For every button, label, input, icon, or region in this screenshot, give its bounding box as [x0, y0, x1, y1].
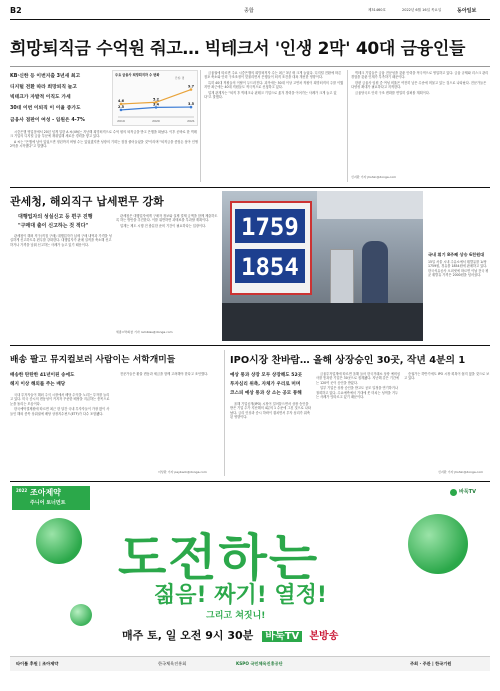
price-row-diesel: [235, 249, 305, 283]
schedule-channel: 바둑TV: [262, 631, 302, 642]
chart-plot: [113, 71, 197, 125]
top-body-mid: [204, 71, 344, 183]
gasoline-price: 1759: [241, 213, 299, 241]
retirement-chart: [112, 70, 198, 126]
body-paragraph: 한국예탁결제원에 따르면 최근 한 달간 국내 투자자들이 가장 많이 사들인 해외 종목 상위권에 배당 상장지수펀드(ETF)가 다수 포함됐다.: [10, 407, 110, 416]
subhead-line: 30대 이번 이퇴직 이 이율 증가도: [10, 105, 81, 111]
chart-data-label: 2.5: [117, 104, 125, 109]
badge-icon: [450, 489, 457, 496]
body-paragraph: 국내 투자자들이 해외 주식 시장에서 배당 수익을 노리는 투자를 늘리고 있다. 미국 증시의 변동성이 커지자 꾸준한 배당을 지급하는 종목으로 눈을 돌리는 모습이다.: [10, 393, 110, 406]
chart-tick-label: 2019: [117, 119, 125, 123]
top-byline: 신지환 기자 jhshin@donga.com: [351, 175, 397, 179]
top-headline-rule: [10, 66, 490, 67]
top-body-right: [351, 71, 490, 171]
caption-title: 국내 휘기 8주째 상승 6천원대: [428, 252, 485, 257]
dividend-body-1: [10, 393, 112, 475]
issue-number: 제31460호: [368, 8, 386, 12]
ad-brand-sub: 주니어 토너먼트: [30, 500, 66, 506]
customs-sub: "구매대 출이 신고하는 것 적다": [18, 223, 89, 229]
ipo-body-1: [230, 402, 312, 474]
ipo-byline: 신지환 기자 jhshin@donga.com: [438, 470, 484, 474]
ad-schedule: [122, 624, 338, 640]
body-paragraph: 전문가들은 환율 변동과 세금을 함께 고려해야 한다고 조언했다.: [120, 372, 209, 376]
dividend-headline: 배송 팔고 뮤지컬보러 사람이는 서학개미들: [10, 355, 176, 365]
chart-data-label: 3.5: [187, 102, 195, 107]
go-stone-icon: [36, 518, 82, 564]
diesel-price: 1854: [241, 253, 299, 281]
price-row-gasoline: [235, 209, 305, 243]
ad-footer-bar: [10, 656, 490, 671]
gas-station-photo: [222, 191, 423, 341]
go-stone-icon: [70, 604, 92, 626]
body-paragraph: 관세청이 해외 직구(직접 구매) 대행업자가 납세 구매 내역과 가격을 성실하게 신고하도록 편무를 강화한다. 대행업자가 판매 실적을 축소해 신고하거나 가격을 낮춰 신고하는 사례가 늘고 있기 때문이다.: [10, 234, 112, 247]
column-divider: [224, 350, 225, 476]
issue-date: 2022년 6월 16일 목요일: [402, 8, 442, 12]
column-divider: [347, 70, 348, 182]
section-name: 종합: [244, 8, 254, 14]
chart-unit: 단위: 명: [175, 77, 185, 80]
go-stone-icon: [408, 514, 468, 574]
ipo-headline: IPO시장 찬바람… 올해 상장승인 30곳, 작년 4분의 1: [230, 355, 466, 366]
dividend-byline: 이상환 기자 payback@donga.com: [158, 470, 207, 474]
subhead-line: 금융사 점판이 여성 - 임원은 4-7%: [10, 118, 85, 123]
price-sign: [230, 201, 312, 295]
body-paragraph: A 씨는 "은행에 남아 있었으면 정년까지 버틸 수는 있었겠지만 성장의 기회는 점점 줄어들었을 것"이라며 "퇴직금을 종잣돈 삼아 인생 2막을 시작했다"고 말했다.: [10, 139, 198, 149]
body-paragraph: 특히 40대 직원들의 이탈이 두드러진다. 과거에는 50대 이상 고연차 직원이 희망퇴직의 주를 이뤘지만 최근에는 40대 직원들도 적극적으로 신청하고 있다.: [204, 80, 344, 90]
top-subheads: [10, 72, 105, 127]
body-paragraph: 일부 기업은 상장 승인을 받고도 공모 일정을 연기하거나 철회하고 있다. 수요예측에서 기대에 못 미치는 성적을 거두는 사례가 잇따르고 있기 때문이다.: [316, 386, 399, 400]
chart-data-label: 9.7: [187, 84, 195, 89]
section-rule: [10, 187, 490, 188]
page-number: B2: [10, 6, 22, 15]
paper-name: 동아일보: [457, 8, 477, 14]
sponsor-title: 타이틀 후원 | 조아제약: [16, 661, 59, 666]
chart-point: [155, 106, 158, 109]
chart-data-label: 3.4: [152, 102, 160, 107]
body-paragraph: 금융권에 따르면 주요 시중은행의 희망퇴직자 수는 최근 3년 새 크게 늘었다. 디지털 전환에 따른 점포 축소와 인력 구조조정이 맞물리면서 은행들이 퇴직 조건을 대폭 개선한 영향이다.: [204, 71, 342, 80]
tournament-ad: [10, 484, 490, 670]
ad-brand-box: [12, 486, 90, 510]
chart-data-label: 4.6: [117, 98, 125, 103]
body-paragraph: 시중은행 영업점에서 20년 넘게 일한 A 씨(49)는 지난해 희망퇴직으로 수억 원의 퇴직금을 받고 은행을 떠났다. 이후 곧바로 한 빅테크 기업의 디지털 금융 부문에 재취업해 새로운 경력을 쌓고 있다.: [10, 130, 197, 139]
ipo-lead1: 예상 통과 상장 모두 상장해도 52곳: [230, 373, 303, 378]
chart-title: 주요 금융사 희망퇴직자 수 변화: [115, 73, 160, 77]
subhead-line: 빅테크가 자발적 이직도 가세: [10, 95, 71, 100]
ad-top-rule: [10, 481, 490, 482]
page-header: [10, 5, 490, 19]
sponsor-organizer: 주최 · 주관 | 한국기원: [410, 661, 452, 666]
ad-brand-name: 조아제약: [30, 488, 61, 497]
subhead-line: 디지털 전환 따라 희망퇴직 늘고: [10, 84, 77, 90]
ipo-body-2: [316, 372, 400, 474]
chart-point: [190, 106, 193, 109]
gas-caption: [428, 252, 490, 320]
chart-data-label: 5.2: [152, 97, 160, 102]
customs-lead: 대행업자의 성실신고 등 편구 진행: [18, 214, 93, 220]
customs-headline: 관세청, 해외직구 납세편무 강화: [10, 195, 164, 208]
badge-label: 바둑TV: [459, 489, 476, 495]
chart-point: [120, 109, 123, 112]
header-rule: [10, 19, 490, 20]
body-paragraph: 업계 관계자는 "퇴직 후 빅테크나 핀테크 기업으로 옮겨 경력을 이어가는 사례가 크게 늘고 있다"고 말했다.: [204, 90, 337, 100]
body-paragraph: 빅테크 기업들은 금융 전문성을 갖춘 인력을 적극적으로 영입하고 있다. 금융 규제와 리스크 관리 경험을 갖춘 인재가 부족하기 때문이다.: [351, 71, 489, 80]
body-paragraph: 업계는 제도 시행 전 충분한 준비 기간이 필요하다는 입장이다.: [120, 223, 207, 228]
section-rule: [10, 345, 490, 346]
body-paragraph: 금융당국도 인력 구조 변화를 면밀히 살펴볼 계획이다.: [355, 90, 430, 95]
chart-tick-label: 2020: [152, 119, 160, 123]
sponsor-council: 한국체육진흥회: [158, 661, 187, 666]
dividend-body-2: [116, 372, 220, 472]
chart-point: [190, 88, 193, 91]
body-paragraph: 금융투자업계에 따르면 올해 들어 한국거래소 상장 예비심사를 통과한 기업은 30곳으로 집계됐다. 지난해 같은 기간에는 120여 곳이 승인을 받았다.: [316, 372, 400, 385]
dividend-sub1: 배송한 탄탄한 41년이된 송에도: [10, 373, 75, 378]
ipo-lead3: 코스피 예상 통과 상 소는 공모 통해: [230, 391, 302, 396]
chart-tick-label: 2021: [187, 119, 195, 123]
top-body-left: [10, 130, 198, 183]
photo-car: [222, 303, 423, 341]
ad-big-text: 도전하는: [118, 529, 320, 587]
photo-canopy: [317, 191, 423, 219]
sponsor-kspo: KSPO 국민체육진흥공단: [236, 661, 283, 666]
schedule-text: 매주 토, 일 오전 9시 30분: [122, 629, 254, 642]
body-paragraph: 한편 금융사 임원 중 여성 비율은 여전히 낮은 수준에 머물고 있는 것으로 나타났다. 전문가들은 다양성 확대가 필요하다고 지적한다.: [351, 80, 487, 90]
top-headline: 희망퇴직금 수억원 줘고… 빅테크서 '인생 2막' 40대 금융인들: [10, 39, 466, 59]
ipo-lead2: 투자심리 위축, 자체가 우리로 머며: [230, 382, 301, 387]
ad-brand-year: 2022: [16, 488, 28, 493]
ipo-body-3: [404, 372, 490, 466]
caption-body: 15일 서울 시내 주유소에서 휘발유를 1ℓ당 1759원, 경유를 1854원에 판매하고 있다. 한국석유공사 오피넷에 따르면 이날 전국 평균 휘발유 가격은 2000원을 넘어섰다.: [428, 260, 489, 278]
customs-body-2: [116, 214, 220, 329]
body-paragraph: 증권가는 하반기에도 IPO 시장 회복이 쉽지 않을 것으로 보고 있다.: [404, 372, 490, 381]
body-paragraph: 관세청은 대행업자에게 구매자 정보와 실제 결제 금액을 함께 제출하도록 하는 방안을 추진한다. 이를 위반하면 과태료를 부과할 계획이다.: [116, 214, 218, 223]
customs-body-1: [10, 234, 112, 338]
ad-channel-badge: [450, 488, 488, 498]
customs-byline: 세종=박희창 기자 ramblas@donga.com: [116, 330, 173, 334]
dividend-sub2: 헤지 이상 해외를 주는 배당: [10, 382, 66, 387]
column-divider: [200, 70, 201, 182]
ad-tagline-main: 젊음! 짜기! 열정!: [154, 583, 327, 608]
subhead-line: KB·신한 등 이번지출 3년새 최고: [10, 74, 81, 79]
schedule-suffix: 본방송: [309, 631, 339, 642]
ad-tagline-small: 그리고 쳐짓니!: [206, 611, 266, 621]
body-paragraph: 올해 기업공개(IPO) 시장이 얼어붙으면서 상장 승인을 받은 기업 수가 지난해의 4분의 1 수준에 그친 것으로 나타났다. 금리 인상과 증시 하락이 겹치면서 투자 심리가 위축된 영향이다.: [230, 402, 311, 420]
